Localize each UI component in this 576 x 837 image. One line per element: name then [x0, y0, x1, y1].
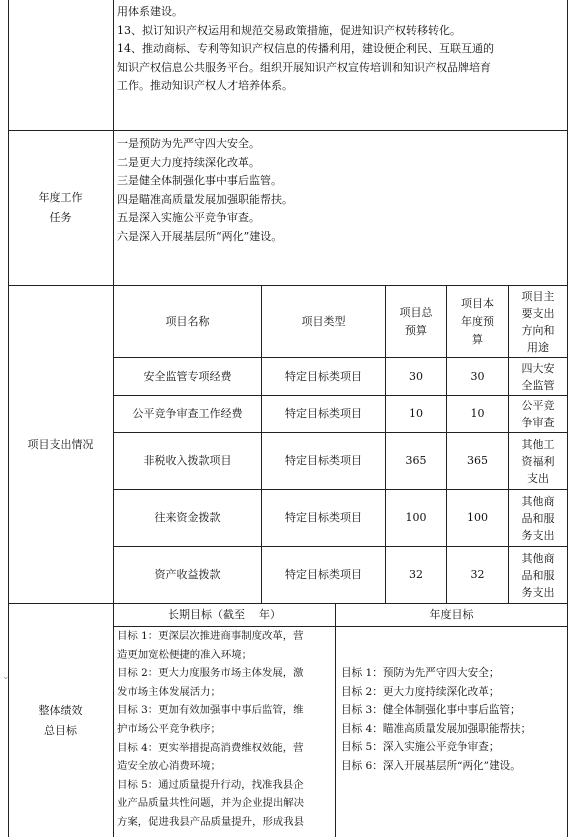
goal-line: 目标 2：更大力度持续深化改革；	[341, 685, 500, 698]
header-project-name: 项目名称	[165, 314, 210, 328]
goal-line: 目标 1：预防为先严守四大安全；	[341, 667, 500, 679]
long-term-goals-header: 长期目标（截至 年）	[168, 608, 281, 621]
goal-line: 业产品质量共性问题，并为企业提出解决	[117, 797, 305, 810]
performance-label: 整体绩效 总目标	[38, 703, 83, 737]
annual-tasks-list	[117, 135, 565, 247]
table-cell-direction: 其他工 资福利 支出	[521, 437, 555, 485]
table-cell-total: 365	[405, 454, 427, 467]
table-cell-year: 365	[467, 454, 488, 467]
header-expense-direction: 项目主 要支出 方向和 用途	[521, 289, 555, 354]
table-cell-total: 100	[405, 511, 427, 524]
goal-line: 目标 2：更大力度服务市场主体发展，激	[117, 667, 304, 680]
table-cell-name: 公平竞争审查工作经费	[132, 407, 243, 420]
header-total-budget: 项目总 预算	[399, 305, 433, 337]
task-item: 四是瞄准高质量发展加强职能帮扶。	[117, 192, 293, 206]
annual-goals-header: 年度目标	[429, 608, 474, 621]
table-cell-name: 安全监管专项经费	[143, 369, 232, 383]
text-line: 14、推动商标、专利等知识产权信息的传播利用，建设便企利民、互联互通的	[117, 42, 494, 55]
task-item: 三是健全体制强化事中事后监管。	[117, 174, 282, 188]
table-cell-name: 资产收益拨款	[154, 568, 221, 581]
task-item: 六是深入开展基层所“两化”建设。	[117, 229, 283, 243]
project-expenses-label: 项目支出情况	[27, 437, 94, 451]
goal-line: 目标 4：瞄准高质量发展加强职能帮扶；	[341, 722, 532, 735]
label-line: 年度工作	[38, 191, 83, 204]
table-cell-year: 32	[470, 568, 485, 581]
label-line: 任务	[49, 211, 72, 224]
performance-col-divider	[335, 603, 336, 837]
table-border-right	[567, 0, 568, 837]
table-cell-total: 32	[409, 568, 423, 581]
text-line: 用体系建设。	[117, 5, 183, 18]
header-project-type: 项目类型	[301, 314, 346, 328]
goal-line: 目标 4：更实举措提高消费维权效能，营	[117, 741, 304, 754]
table-cell-type: 特定目标类项目	[285, 407, 362, 420]
goal-line: 护市场公平竞争秩序；	[117, 722, 221, 735]
goal-line: 目标 3：更加有效加强事中事后监管，维	[117, 704, 304, 717]
goal-line: 造安全放心消费环境；	[117, 760, 221, 773]
goal-line: 造更加宽松便捷的准入环境；	[117, 648, 253, 661]
long-term-goals-list	[117, 627, 333, 832]
goal-line: 目标 3：健全体制强化事中事后监管；	[341, 704, 521, 717]
task-item: 五是深入实施公平竞争审查。	[117, 211, 260, 225]
table-cell-direction: 公平竞 争审查	[521, 399, 555, 429]
table-cell-total: 10	[409, 407, 423, 420]
goal-line: 目标 5：深入实施公平竞争审查；	[341, 741, 500, 754]
header-year-budget: 项目本 年度预 算	[461, 296, 494, 346]
goal-line: 目标 1：更深层次推进商事制度改革，营	[117, 630, 304, 642]
table-cell-name: 往来资金拨款	[154, 511, 221, 524]
annual-goals-list	[341, 664, 565, 776]
table-cell-direction: 其他商 品和服 务支出	[521, 551, 555, 599]
table-cell-type: 特定目标类项目	[285, 511, 362, 524]
table-cell-direction: 其他商 品和服 务支出	[521, 494, 555, 542]
text-line: 工作。推动知识产权人才培养体系。	[117, 79, 293, 92]
goal-line: 目标 6：深入开展基层所“两化”建设。	[341, 759, 521, 772]
task-item: 一是预防为先严守四大安全。	[117, 137, 260, 150]
table-cell-type: 特定目标类项目	[285, 454, 362, 467]
table-cell-year: 30	[470, 369, 485, 383]
table-cell-year: 10	[470, 407, 485, 420]
table-cell-type: 特定目标类项目	[285, 568, 362, 581]
text-line: 知识产权信息公共服务平台。组织开展知识产权宣传培训和知识产权品牌培育	[117, 60, 491, 74]
goal-line: 方案，促进我县产品质量提升，形成我县	[117, 815, 305, 828]
table-cell-total: 30	[409, 369, 423, 383]
top-continuation-text	[117, 3, 565, 96]
table-cell-type: 特定目标类项目	[285, 369, 362, 383]
text-line: 13、拟订知识产权运用和规范交易政策措施，促进知识产权转移转化。	[117, 23, 461, 37]
task-item: 二是更大力度持续深化改革。	[117, 155, 260, 169]
table-cell-name: 非税收入拨款项目	[143, 454, 232, 467]
table-cell-direction: 四大安 全监管	[521, 361, 555, 392]
table-cell-year: 100	[467, 511, 488, 524]
goal-line: 目标 5：通过质量提升行动，找准我县企	[117, 778, 304, 791]
chevron-down-icon: ⌄	[2, 672, 10, 682]
goal-line: 发市场主体发展活力；	[117, 685, 221, 698]
annual-tasks-label	[8, 131, 113, 285]
